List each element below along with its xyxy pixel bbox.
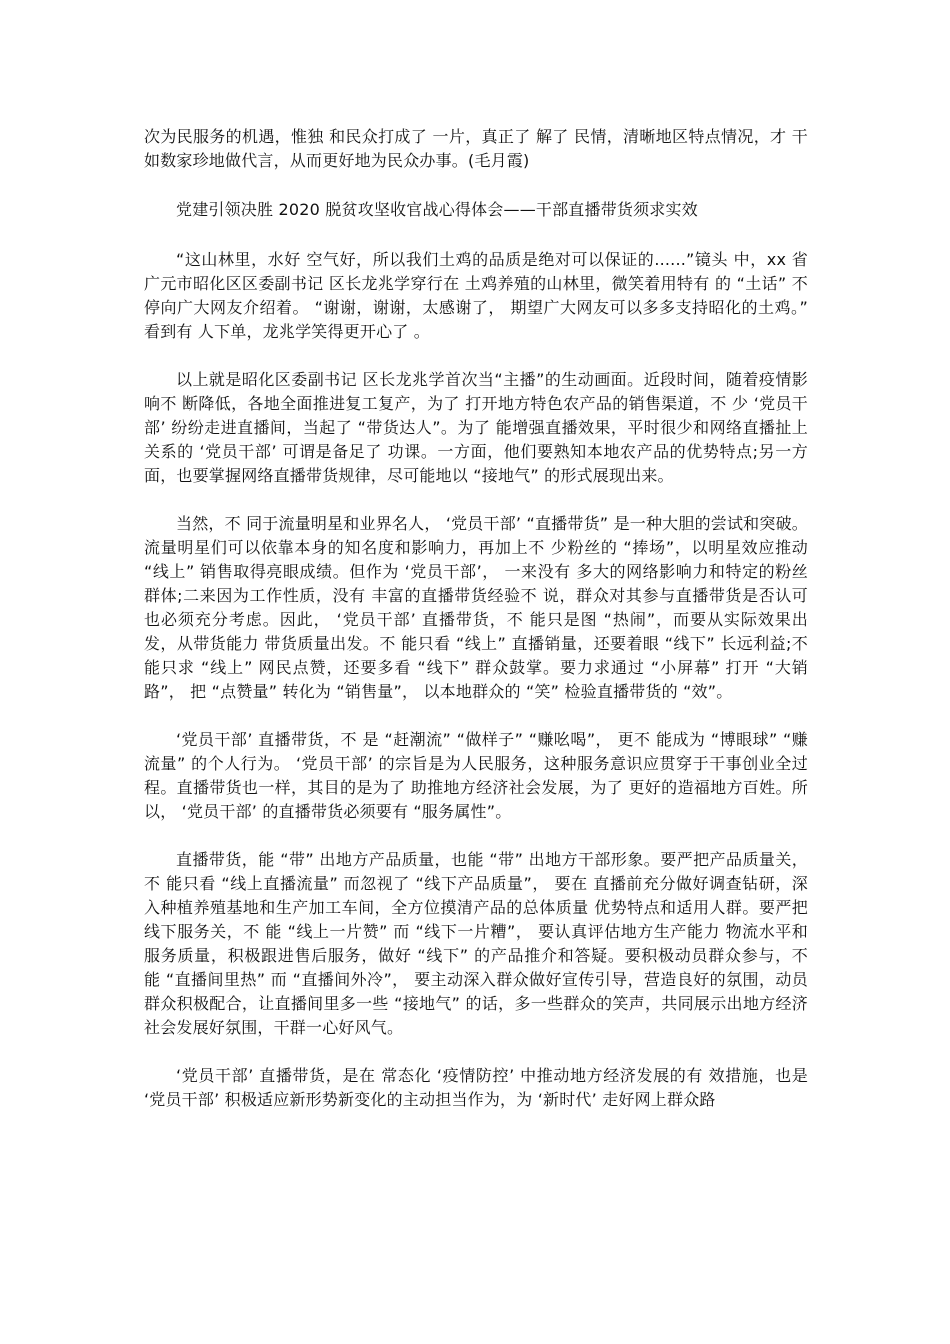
body-paragraph-6: ‘党员干部’ 直播带货，是在 常态化 ‘疫情防控’ 中推动地方经济发展的有 效措施，也是 ‘党员干部’ 积极适应新形势新变化的主动担当作为，为 ‘新时代’ 走好网上群众路 — [144, 1066, 808, 1109]
body-paragraph-2: 以上就是昭化区委副书记 区长龙兆学首次当“主播”的生动画面。近段时间，随着疫情影响不 断降低，各地全面推进复工复产，为了 打开地方特色农产品的销售渠道，不 少 ‘党员干部’ 纷纷走进直播间，当起了 “带货达人”。为了 能增强直播效果，平时很少和网络直播扯上关系的 ‘党员干部’ 可谓是备足了 功课。一方面，他们要熟知本地农产品的优势特点;另一方面，也要掌握网络直播带货规律，尽可能地以 “接地气” 的形式展现出来。 — [144, 370, 808, 485]
body-paragraph-4: ‘党员干部’ 直播带货，不 是 “赶潮流” “做样子” “赚吆喝”， 更不 能成为 “博眼球” “赚流量” 的个人行为。 ‘党员干部’ 的宗旨是为人民服务，这种服务意识应贯穿于干事创业全过程。直播带货也一样，其目的是为了 助推地方经济社会发展，为了 更好的造福地方百姓。所以， ‘党员干部’ 的直播带货必须要有 “服务属性”。 — [144, 730, 808, 821]
article-title: 党建引领决胜 2020 脱贫攻坚收官战心得体会——干部直播带货须求实效 — [176, 200, 698, 219]
intro-paragraph: 次为民服务的机遇，惟独 和民众打成了 一片，真正了 解了 民情，清晰地区特点情况，才 干如数家珍地做代言，从而更好地为民众办事。(毛月霞) — [144, 127, 808, 170]
document-page — [144, 125, 808, 1136]
body-paragraph-5: 直播带货，能 “带” 出地方产品质量，也能 “带” 出地方干部形象。要严把产品质量关，不 能只看 “线上直播流量” 而忽视了 “线下产品质量”， 要在 直播前充分做好调查钻研，深入种植养殖基地和生产加工车间，全方位摸清产品的总体质量 优势特点和适用人群。要严把线下服务关，不 能 “线上一片赞” 而 “线下一片糟”， 要认真评估地方生产能力 物流水平和服务质量，积极跟进售后服务，做好 “线下” 的产品推介和答疑。要积极动员群众参与，不 能 “直播间里热” 而 “直播间外冷”， 要主动深入群众做好宣传引导，营造良好的氛围，动员群众积极配合，让直播间里多一些 “接地气” 的话，多一些群众的笑声，共同展示出地方经济社会发展好氛围，干群一心好风气。 — [144, 850, 808, 1037]
body-paragraph-3: 当然，不 同于流量明星和业界名人， ‘党员干部’ “直播带货” 是一种大胆的尝试和突破。流量明星们可以依靠本身的知名度和影响力，再加上不 少粉丝的 “捧场”，以明星效应推动 “线上” 销售取得亮眼成绩。但作为 ‘党员干部’， 一来没有 多大的网络影响力和特定的粉丝群体;二来因为工作性质，没有 丰富的直播带货经验不 说，群众对其参与直播带货是否认可也必须充分考虑。因此， ‘党员干部’ 直播带货，不 能只是图 “热闹”，而要从实际效果出发，从带货能力 带货质量出发。不 能只看 “线上” 直播销量，还要着眼 “线下” 长远利益;不 能只求 “线上” 网民点赞，还要多看 “线下” 群众鼓掌。要力求通过 “小屏幕” 打开 “大销路”， 把 “点赞量” 转化为 “销售量”， 以本地群众的 “笑” 检验直播带货的 “效”。 — [144, 514, 808, 701]
body-paragraph-1: “这山林里，水好 空气好，所以我们土鸡的品质是绝对可以保证的......”镜头 中，xx 省广元市昭化区区委副书记 区长龙兆学穿行在 土鸡养殖的山林里，微笑着用特有 的 “土话” 不 停向广大网友介绍着。 “谢谢，谢谢，太感谢了， 期望广大网友可以多多支持昭化的土鸡。” 看到有 人下单，龙兆学笑得更开心了 。 — [144, 250, 808, 341]
